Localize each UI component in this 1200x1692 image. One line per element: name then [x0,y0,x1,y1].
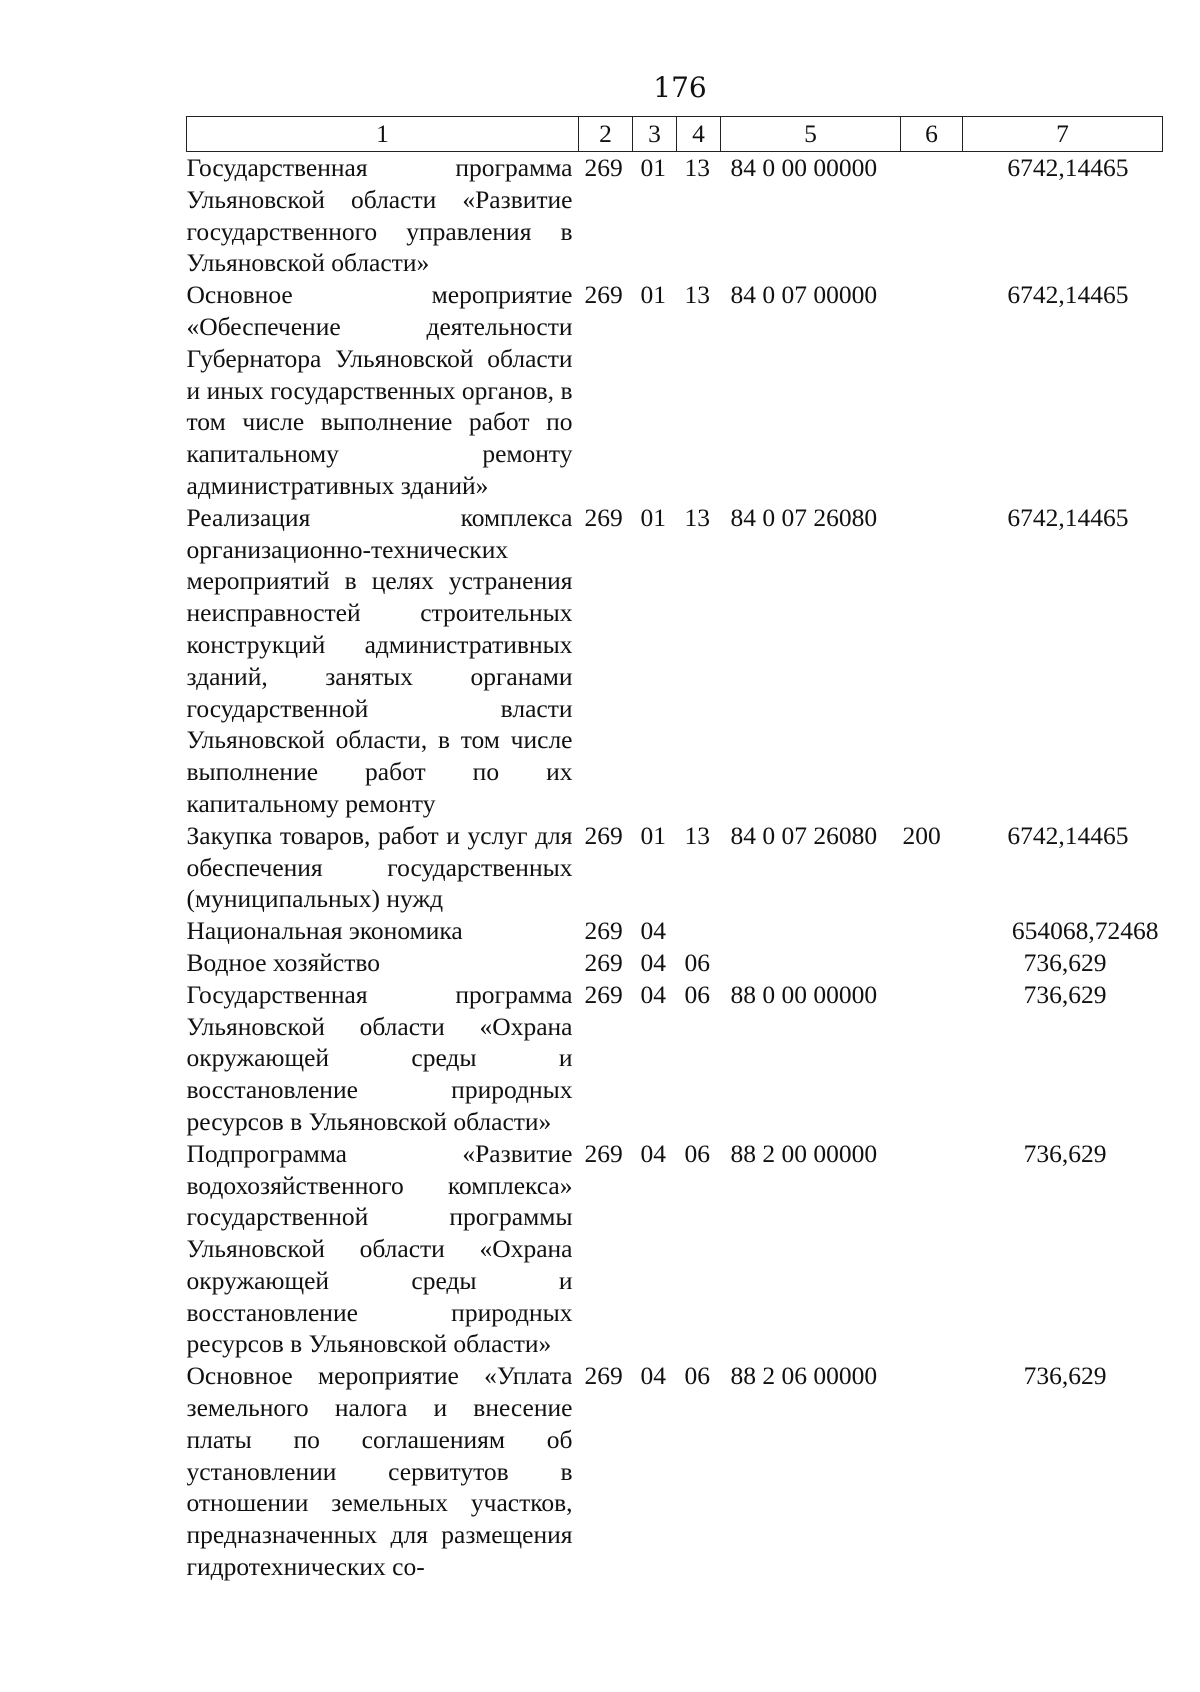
row-code-3: 04 [640,947,666,977]
row-code-3: 01 [640,502,666,532]
budget-table [186,116,1163,1583]
row-name: Подпрограмма «Развитие водохозяйственного комплекса» государственной программы Ульяновской области «Охрана окружающей среды и восстановление природных ресурсов в Ульяновской области» [186,1138,573,1359]
row-code-2: 269 [584,502,623,532]
row-code-6 [901,1360,963,1583]
row-code-4 [677,915,721,947]
row-amount: 6742,14465 [1007,502,1129,532]
header-cell-4: 4 [677,117,721,152]
row-code-3: 04 [640,1361,666,1391]
header-cell-3: 3 [633,117,677,152]
row-code-6 [901,979,963,1138]
row-code-6: 200 [902,820,941,850]
row-name: Водное хозяйство [186,947,380,977]
header-cell-2: 2 [579,117,633,152]
row-code-6 [901,915,963,947]
row-code-5: 88 0 00 00000 [730,979,878,1009]
table-row [187,1360,1163,1583]
table-row [187,915,1163,947]
row-code-6 [901,279,963,502]
row-code-4: 06 [684,979,710,1009]
row-amount: 6742,14465 [1007,820,1129,850]
row-name: Реализация комплекса организационно-технических мероприятий в целях устранения неисправностей строительных конструкций административных зданий, занятых органами государственной власти Ульяновской области, в том числе выполнение работ по их капитальному ремонту [186,502,573,818]
row-code-2: 269 [584,280,623,310]
row-code-4: 06 [684,1138,710,1168]
table-row [187,820,1163,915]
table-header [187,117,1163,152]
row-code-3: 01 [640,820,666,850]
row-code-5: 88 2 00 00000 [730,1138,878,1168]
header-cell-1: 1 [187,117,579,152]
row-code-3: 04 [640,1138,666,1168]
row-code-2: 269 [584,1138,623,1168]
page-number: 176 [653,71,707,104]
row-name: Государственная программа Ульяновской области «Охрана окружающей среды и восстановление природных ресурсов в Ульяновской области» [186,979,573,1136]
row-amount: 6742,14465 [1007,153,1129,182]
row-amount: 736,629 [1023,1138,1107,1168]
row-code-3: 04 [640,979,666,1009]
table-body [187,152,1163,1583]
row-code-2: 269 [584,979,623,1009]
row-code-3: 01 [640,280,666,310]
row-code-6 [901,152,963,280]
row-name: Основное мероприятие «Уплата земельного налога и внесение платы по соглашениям об установлении сервитутов в отношении земельных участков, предназначенных для размещения гидротехнических со- [186,1361,573,1582]
row-code-4: 13 [684,280,710,310]
header-cell-5: 5 [721,117,901,152]
table-row [187,279,1163,502]
table-row [187,979,1163,1138]
row-code-2: 269 [584,947,623,977]
row-code-5 [721,947,901,979]
table-row [187,152,1163,280]
row-code-6 [901,502,963,820]
row-amount: 736,629 [1023,979,1107,1009]
row-code-2: 269 [584,153,623,182]
table-row [187,1138,1163,1361]
row-amount: 6742,14465 [1007,280,1129,310]
row-code-5: 84 0 07 00000 [730,280,878,310]
row-code-5 [721,915,901,947]
row-code-5: 88 2 06 00000 [730,1361,878,1391]
row-code-3: 01 [640,153,666,182]
header-cell-6: 6 [901,117,963,152]
row-code-5: 84 0 07 26080 [730,502,878,532]
row-amount: 654068,72468 [1011,916,1159,946]
row-code-2: 269 [584,820,623,850]
row-name: Национальная экономика [186,916,463,946]
header-cell-7: 7 [963,117,1163,152]
header-row [187,117,1163,152]
row-code-3: 04 [640,916,666,946]
row-code-6 [901,1138,963,1361]
row-code-6 [901,947,963,979]
row-code-4: 06 [684,1361,710,1391]
row-code-2: 269 [584,1361,623,1391]
row-code-4: 13 [684,153,710,182]
row-code-4: 13 [684,502,710,532]
row-amount: 736,629 [1023,1361,1107,1391]
row-name: Государственная программа Ульяновской области «Развитие государственного управления в Ульяновской области» [186,153,573,278]
row-name: Закупка товаров, работ и услуг для обеспечения государственных (муниципальных) нужд [186,820,573,914]
row-name: Основное мероприятие «Обеспечение деятельности Губернатора Ульяновской области и иных государственных органов, в том числе выполнение работ по капитальному ремонту административных зданий» [186,280,573,500]
table-row [187,502,1163,820]
row-code-4: 06 [684,947,710,977]
row-code-5: 84 0 07 26080 [730,820,878,850]
row-code-4: 13 [684,820,710,850]
row-code-2: 269 [584,916,623,946]
table-row [187,947,1163,979]
row-code-5: 84 0 00 00000 [730,153,878,182]
budget-table-container [186,116,1162,1583]
row-amount: 736,629 [1023,947,1107,977]
